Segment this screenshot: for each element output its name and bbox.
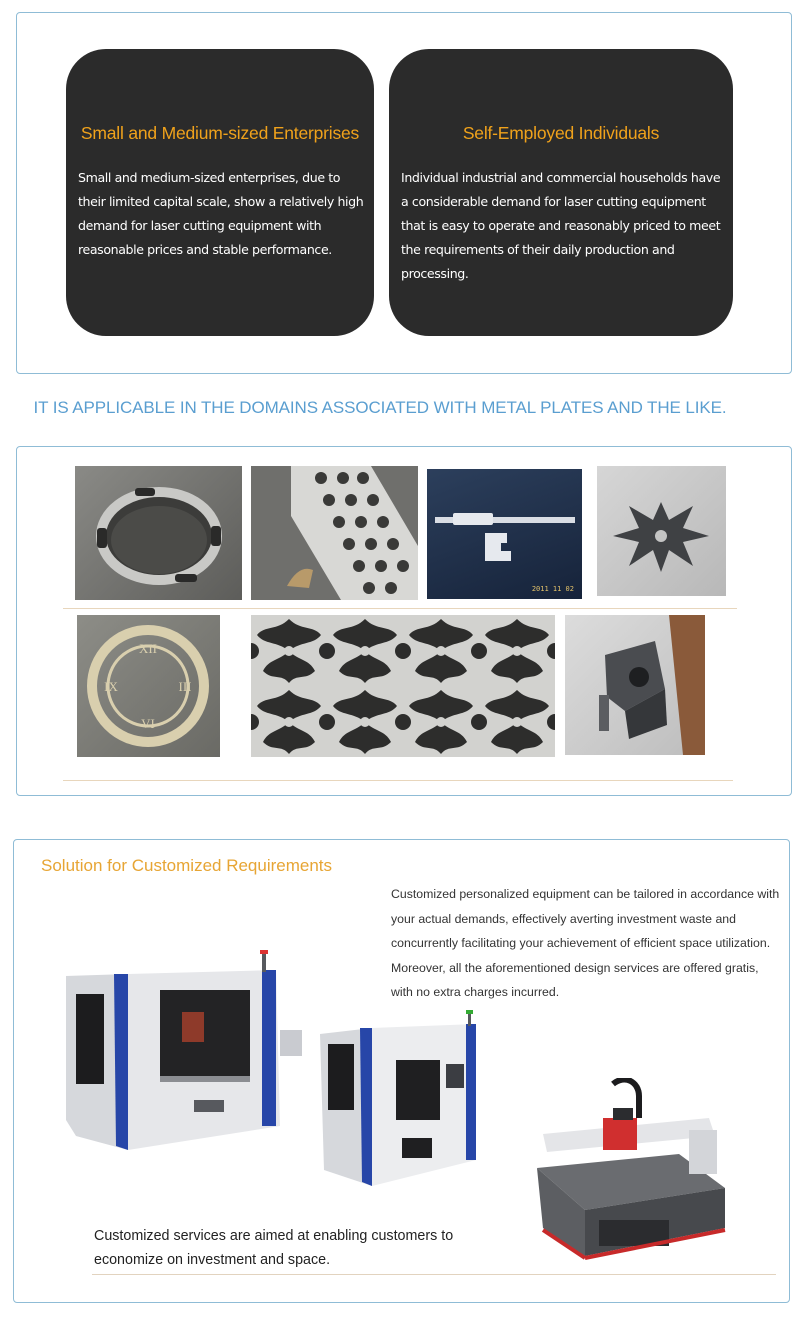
clock-dial-image	[77, 615, 220, 757]
custom-section-title: Solution for Customized Requirements	[41, 856, 333, 875]
clock-numeral-3: III	[178, 679, 192, 694]
perforated-strip-image	[251, 466, 418, 600]
photo-bracket-part	[565, 615, 705, 755]
photo-cut-ring	[75, 466, 242, 600]
sample-gallery	[16, 446, 792, 796]
custom-solution-section	[13, 839, 790, 1303]
custom-section-description: Customized personalized equipment can be tailored in accordance with your actual demands, effectively averting investment waste and concurrently facilitating your achievement of efficient space utilization. Moreover, all the aforementioned design services are offered gratis, with no extra charges incurred.	[391, 887, 780, 999]
damask-panel-image	[251, 615, 555, 757]
audience-section	[16, 12, 792, 374]
custom-services-note: Customized services are aimed at enabling customers to economize on investment and space.	[94, 1228, 454, 1268]
gallery-divider-bottom	[63, 780, 733, 781]
star-part-image	[597, 466, 726, 596]
custom-note-underline	[92, 1274, 776, 1275]
ring-image	[75, 466, 242, 600]
clock-numeral-9: IX	[104, 679, 118, 694]
clock-numeral-6: VI	[141, 716, 155, 731]
engraved-panel-image	[427, 469, 582, 599]
clock-numeral-12: XII	[138, 641, 158, 656]
photo-damask-panel	[251, 615, 555, 757]
photo-clock-dial	[77, 615, 220, 757]
bracket-part-image	[565, 615, 705, 755]
photo-engraved-panel	[427, 469, 582, 599]
photo-star-part	[597, 466, 726, 596]
sme-card	[66, 49, 374, 336]
sme-card-body: Small and medium-sized enterprises, due to their limited capital scale, show a relatively high demand for laser cutting equipment with reasonable prices and stable performance.	[78, 170, 364, 257]
enclosed-laser-machine-large	[66, 950, 318, 1158]
self-employed-card-body: Individual industrial and commercial households have a considerable demand for laser cutting equipment that is easy to operate and reasonably priced to meet the requirements of their daily production and processing.	[401, 170, 721, 281]
photo-perforated-strip	[251, 466, 418, 600]
photo-date-stamp: 2011 11 02	[531, 585, 574, 593]
gallery-divider-top	[63, 608, 737, 609]
sme-card-title: Small and Medium-sized Enterprises	[80, 123, 360, 143]
self-employed-card-title: Self-Employed Individuals	[462, 123, 660, 143]
open-gantry-laser-machine	[529, 1078, 727, 1262]
self-employed-card	[389, 49, 733, 336]
enclosed-laser-machine-medium	[320, 1010, 480, 1192]
domains-heading: IT IS APPLICABLE IN THE DOMAINS ASSOCIATED WITH METAL PLATES AND THE LIKE.	[33, 398, 727, 417]
